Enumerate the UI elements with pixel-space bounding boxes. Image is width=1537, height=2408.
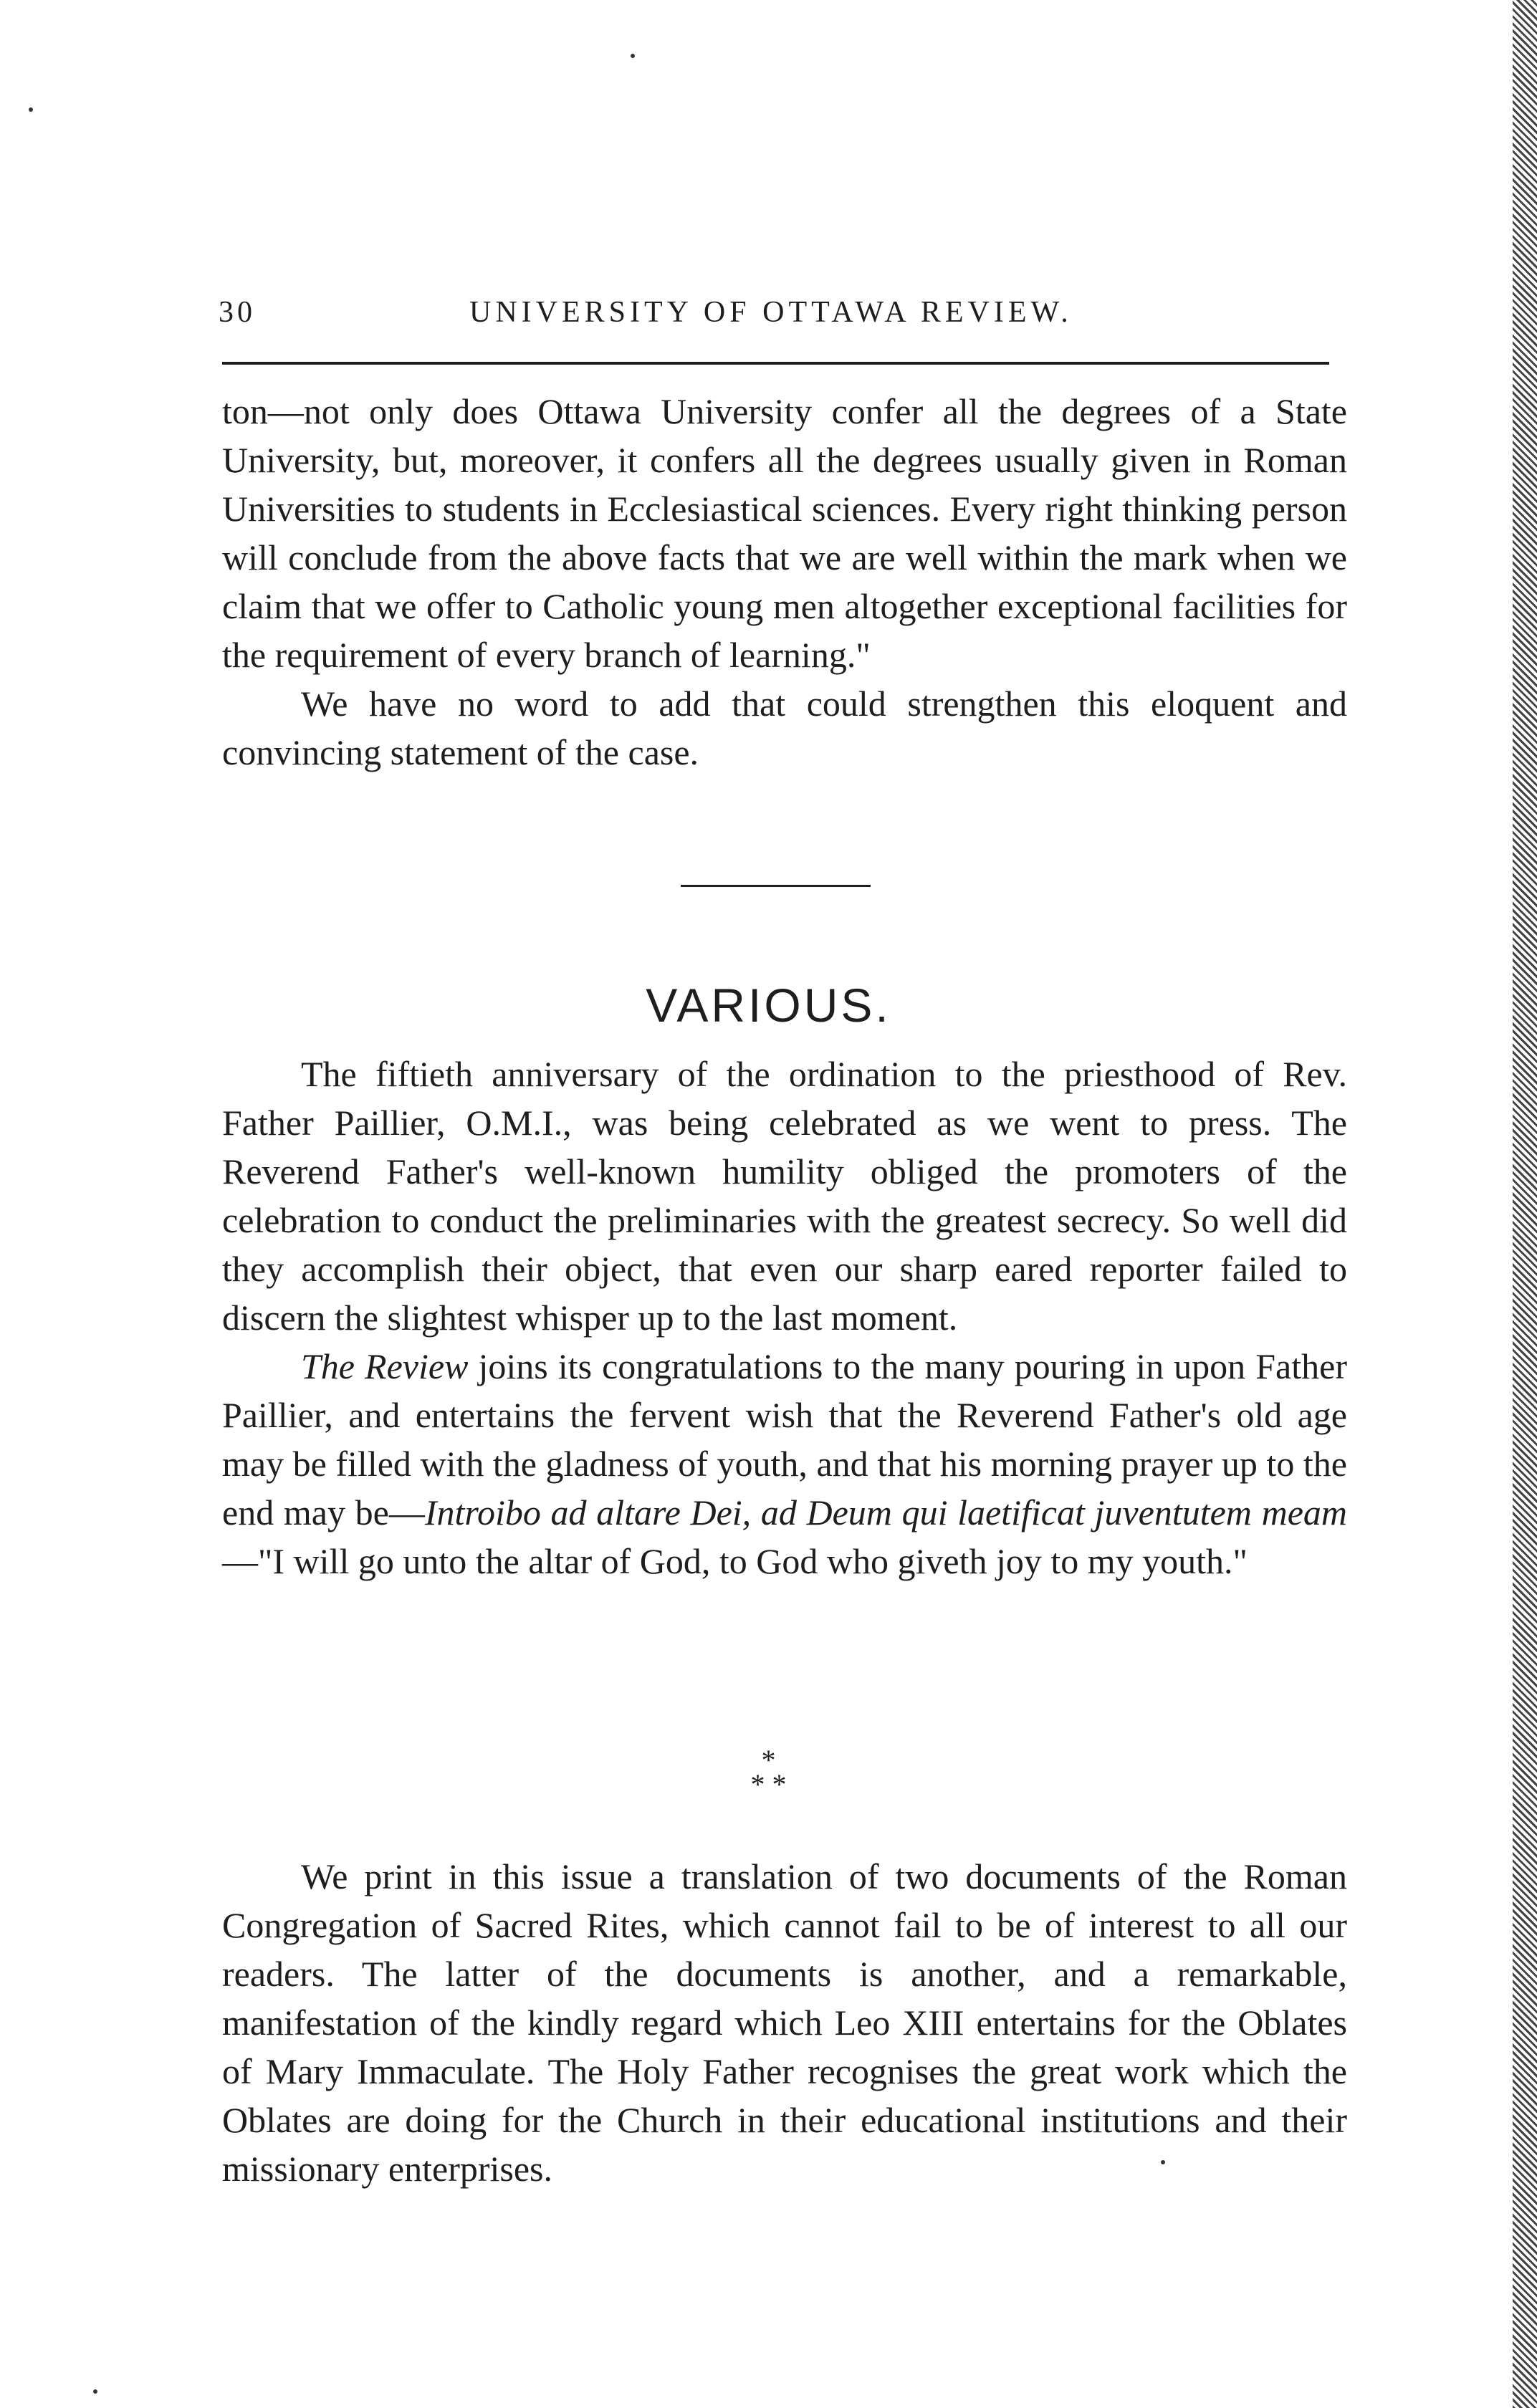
continuation-paragraph: ton—not only does Ottawa University confer all the degrees of a State University, but, moreover, it confers all the degrees usually given in Roman Universities to students in Ecclesiastical sciences. Every right thinking person will conclude from the above facts that we are well within the mark when we claim that we offer to Catholic young men altogether exceptional facilities for the requirement of every branch of learning." [222, 391, 1347, 675]
closing-paragraph: We have no word to add that could strengthen this eloquent and convincing statement of the case. [222, 683, 1347, 772]
section-separator [681, 885, 871, 887]
congratulations-text: joins its congratulations to the many pouring in upon Father Paillier, and entertains the fervent wish that the Reverend Father's old age may be filled with the gladness of youth, and that his morning prayer up to the end may be— [222, 1346, 1347, 1532]
scan-speck [93, 2389, 97, 2394]
translation-text: —"I will go unto the altar of God, to God who giveth joy to my youth." [222, 1541, 1248, 1581]
continuation-block [222, 387, 1347, 777]
section-title: VARIOUS. [646, 979, 891, 1032]
asterism-bottom: * * [750, 1768, 787, 1800]
review-title-italic: The Review [301, 1346, 469, 1386]
congratulations-paragraph [222, 1342, 1347, 1586]
documents-block [222, 1852, 1347, 2193]
scan-speck [29, 107, 33, 112]
header-rule [222, 362, 1329, 365]
various-block [222, 1050, 1347, 1586]
page-header [204, 295, 1351, 338]
page-number: 30 [219, 296, 256, 329]
asterism [0, 1744, 1537, 1800]
running-head: UNIVERSITY OF OTTAWA REVIEW. [469, 296, 1073, 329]
scanned-page-edge [1513, 0, 1537, 2408]
asterism-top: * [761, 1744, 776, 1776]
scan-speck [631, 54, 635, 58]
paillier-anniversary-paragraph: The fiftieth anniversary of the ordination to the priesthood of Rev. Father Paillier, O.M.I., was being celebrated as we went to press. The Reverend Father's well-known humility obliged the promoters of the celebration to conduct the preliminaries with the greatest secrecy. So well did they accomplish their object, that even our sharp eared reporter failed to discern the slightest whisper up to the last moment. [222, 1054, 1347, 1338]
documents-paragraph: We print in this issue a translation of two documents of the Roman Congregation of Sacred Rites, which cannot fail to be of interest to all our readers. The latter of the documents is another, and a remarkable, manifestation of the kindly regard which Leo XIII entertains for the Oblates of Mary Immaculate. The Holy Father recognises the great work which the Oblates are doing for the Church in their educational institutions and their missionary enterprises. [222, 1856, 1347, 2189]
latin-quotation: Introibo ad altare Dei, ad Deum qui laetificat juventutem meam [424, 1492, 1347, 1532]
